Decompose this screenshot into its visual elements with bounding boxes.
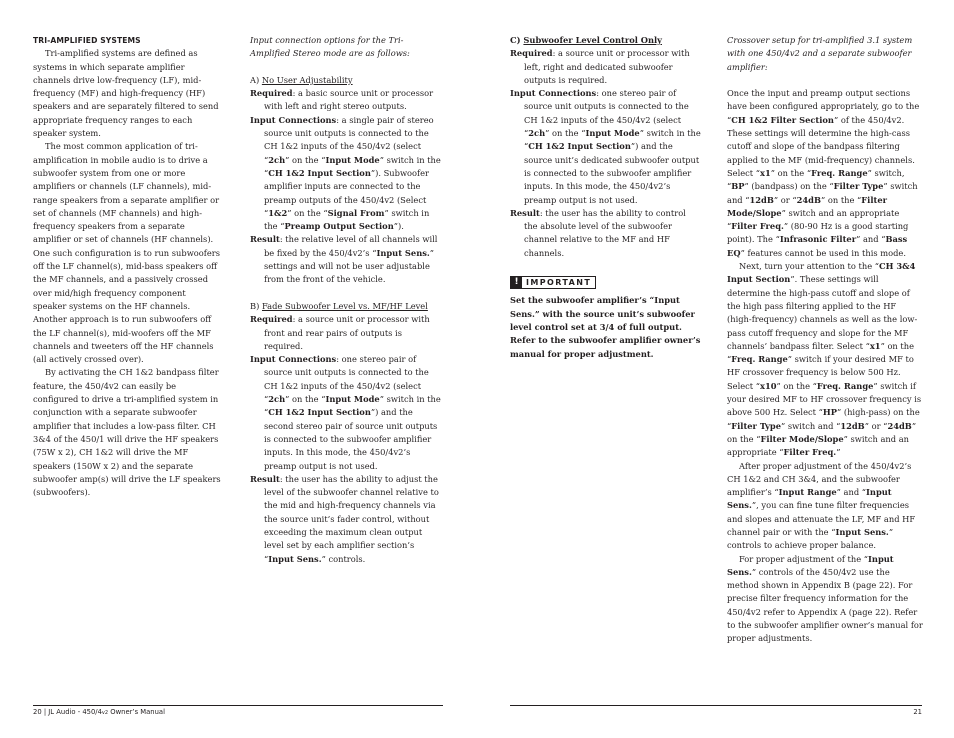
option-c-result	[510, 207, 702, 260]
paragraph: By activating the CH 1&2 bandpass filter feature, the 450/4v2 can easily be configured to drive a tri-amplified system in conjunction with a separate subwoofer amplifier that includes a low-pass filter. CH 3&4 of the 450/1 will drive the HF speakers (75W x 2), CH 1&2 will drive the MF speakers (150W x 2) and the separate subwoofer amp(s) will drive the LF speakers (subwoofers).	[33, 367, 221, 498]
footer-title-end: Owner’s Manual	[108, 708, 165, 716]
paragraph: Tri-amplified systems are defined as systems in which separate amplifier channels drive low-frequency (LF), mid-frequency (MF) and high-frequency (HF) speakers and are separately filtered to send appropriate frequency ranges to each speaker system.	[33, 48, 219, 139]
text: Input Mode	[325, 394, 380, 405]
required-text: : a basic source unit or processor with left and right stereo outputs.	[264, 88, 434, 112]
text: After proper adjustment of the 450/4v2’s CH 1&2 and CH 3&4, and the subwoofer amplifier’s “	[727, 460, 912, 498]
intro-text: Crossover setup for tri-amplified 3.1 system with one 450/4v2 and a separate subwoofer amplifier:	[727, 35, 913, 72]
text: ” features cannot be used in this mode.	[740, 247, 906, 258]
text: Filter Freq.	[783, 447, 837, 458]
text: ” on the “	[776, 380, 817, 391]
text: CH 3&4 Input Section	[727, 261, 916, 285]
column-2	[250, 34, 442, 566]
text: ” switch in the “	[264, 154, 441, 178]
text: ” controls of the 450/4v2 use the method shown in Appendix B (page 22). For precise filter frequency information for the 450/4v2 refer to Appendix A (page 22). Refer to the subwoofer amplifier owner’s manual for proper adjustments.	[727, 566, 923, 644]
option-a-required	[250, 87, 442, 114]
text: HP	[822, 407, 837, 418]
footer-left	[33, 708, 165, 716]
text: ” switch and “	[727, 181, 918, 205]
footer-title-sub: v2	[101, 710, 109, 716]
text: ” on the “	[770, 167, 812, 178]
text: ”, you can fine tune filter frequencies and slopes and attenuate the LF, MF and HF channel pair or with the “	[727, 500, 916, 537]
option-c-input-connections	[510, 87, 702, 207]
text: ”) and the source unit’s dedicated subwoofer output is connected to the subwoofer amplifier inputs. In this mode, the 450/4v2’s preamp output is not used.	[524, 141, 700, 205]
required-label: Required	[510, 48, 553, 59]
text: x1	[869, 340, 881, 351]
text: Infrasonic Filter	[779, 234, 857, 245]
section-heading: TRI-AMPLIFIED SYSTEMS	[33, 36, 141, 45]
option-b-required	[250, 313, 442, 353]
text: CH 1&2 Input Section	[268, 407, 371, 418]
text: Filter Mode/Slope	[727, 194, 887, 218]
text: : the user has the ability to control the absolute level of the subwoofer channel relative to the MF and HF channels.	[524, 207, 686, 258]
text: Next, turn your attention to the “	[739, 261, 879, 272]
text: ” on the “	[285, 154, 326, 165]
text: ” and “	[836, 487, 867, 498]
option-label: B)	[250, 300, 260, 311]
option-a-result	[250, 233, 442, 286]
text: ” of the 450/4v2. These settings will determine the high-cass cutoff and slope of the bandpass filtering applied to the MF (mid-frequency) channels. Select “	[727, 114, 915, 178]
text: Bass EQ	[727, 234, 908, 258]
text: ” settings and will not be user adjustable from the front of the vehicle.	[264, 247, 435, 285]
text: 12dB	[840, 420, 865, 431]
text: Filter Type	[833, 181, 884, 192]
page-number: 21	[913, 708, 922, 716]
text: Input Range	[778, 487, 837, 498]
result-label: Result	[250, 234, 280, 245]
option-b-input-connections	[250, 353, 442, 473]
text: Preamp Output Section	[284, 221, 394, 232]
text: Freq. Range	[811, 167, 868, 178]
required-label: Required	[250, 88, 293, 99]
input-connections-label: Input Connections	[250, 114, 337, 125]
text: ” (80-90 Hz is a good starting point). The “	[727, 221, 909, 245]
footer-right	[913, 708, 922, 716]
text: 2ch	[268, 154, 286, 165]
text: : one stereo pair of source unit outputs is connected to the CH 1&2 inputs of the 450/4v2 (select “	[264, 354, 429, 405]
text: ” on the “	[287, 207, 328, 218]
column-1	[33, 34, 221, 499]
paragraph	[727, 260, 923, 459]
option-c-required	[510, 47, 702, 87]
text: ” switch in the “	[264, 394, 441, 418]
option-c-title	[510, 34, 702, 47]
text: ” (bandpass) on the “	[744, 181, 834, 192]
text: CH 1&2 Filter Section	[731, 114, 834, 125]
option-a-input-connections	[250, 114, 442, 234]
text: Freq. Range	[731, 354, 788, 365]
text: Freq. Range	[816, 380, 874, 391]
text: ” switch and an appropriate “	[727, 207, 900, 232]
intro-text: Input connection options for the Tri-Amplified Stereo mode are as follows:	[250, 35, 410, 59]
text: 12dB	[749, 194, 774, 205]
text: For proper adjustment of the “	[739, 553, 869, 564]
important-badge	[510, 276, 596, 289]
text: Input Mode	[585, 128, 640, 139]
text: : the relative level of all channels will be fixed by the 450/4v2’s “	[264, 234, 438, 258]
text: ” switch, “	[727, 167, 905, 192]
text: Input Sens.	[727, 553, 894, 577]
footer-title: JL Audio - 450/4	[48, 708, 102, 716]
option-title: Fade Subwoofer Level vs. MF/HF Level	[261, 300, 428, 311]
text: ”) and the second stereo pair of source unit outputs is connected to the subwoofer amplifier inputs. In this mode, the 450/4v2’s preamp output is not used.	[264, 407, 438, 471]
option-a-title	[250, 74, 442, 87]
text: ”).	[393, 221, 404, 232]
text: 1&2	[268, 207, 288, 218]
input-connections-label: Input Connections	[250, 354, 337, 365]
text: ” controls.	[321, 553, 366, 564]
text: ” switch and an appropriate “	[727, 433, 909, 458]
result-label: Result	[510, 207, 540, 218]
option-title: No User Adjustability	[261, 74, 353, 85]
text: Input Sens.	[835, 526, 889, 537]
page-number: 20	[33, 708, 42, 716]
paragraph: The most common application of tri-amplification in mobile audio is to drive a subwoofer system from one or more amplifiers or channels (LF channels), mid-range speakers from a separate amplifier or set of channels (MF channels) and high-frequency speakers from a separate amplifier or set of channels (HF channels). One such configuration is to run subwoofers off the LF channel(s), mid-bass speakers off the MF channels, and a passively crossed over mid/high frequency component speaker systems on the HF channels. Another approach is to run subwoofers off the LF channel(s), mid-woofers off the MF channels and tweeters off the HF channels (all actively crossed over).	[33, 141, 220, 365]
paragraph	[727, 460, 923, 553]
required-text: : a source unit or processor with front and rear pairs of outputs is required.	[264, 314, 430, 351]
text: ” controls to achieve proper balance.	[727, 526, 894, 551]
text: 24dB	[796, 194, 821, 205]
text: x10	[760, 380, 777, 391]
text: Filter Freq.	[731, 221, 784, 232]
text: : one stereo pair of source unit outputs is connected to the CH 1&2 inputs of the 450/4v2 (select “	[524, 88, 689, 139]
important-text: Set the subwoofer amplifier’s “Input Sens.” with the source unit’s subwoofer level control set at 3/4 of full output. Refer to the subwoofer amplifier owner’s manual for proper adjustment.	[510, 295, 701, 359]
text: ” on the “	[727, 340, 915, 365]
text: BP	[731, 181, 745, 192]
text: Input Sens.	[268, 553, 322, 564]
footer-rule-left	[33, 705, 443, 706]
text: Once the input and preamp output sections have been configured appropriately, go to the “	[727, 88, 920, 125]
paragraph	[727, 87, 923, 260]
text: Input Mode	[325, 154, 380, 165]
text: ” and “	[856, 234, 886, 245]
text: ” on the “	[820, 194, 862, 205]
text: CH 1&2 Input Section	[268, 167, 371, 178]
required-text: : a source unit or processor with left, right and dedicated subwoofer outputs is required.	[524, 48, 690, 85]
option-b-title	[250, 300, 442, 313]
paragraph	[727, 553, 923, 646]
result-label: Result	[250, 473, 280, 484]
warning-icon: !	[511, 277, 522, 288]
text: ” on the “	[545, 128, 586, 139]
text: ”). Subwoofer amplifier inputs are connected to the preamp outputs of the 450/4v2 (Select “	[264, 167, 429, 218]
column-3	[510, 34, 702, 361]
text: ” on the “	[727, 420, 917, 444]
text: 2ch	[268, 394, 286, 405]
text: ” switch if your desired MF to HF crossover frequency is above 500 Hz. Select “	[727, 380, 922, 418]
input-connections-label: Input Connections	[510, 88, 597, 99]
text: ” or “	[773, 194, 797, 205]
text: 2ch	[528, 128, 546, 139]
text: Input Sens.	[727, 487, 892, 511]
text: ” or “	[864, 420, 888, 431]
text: ” (high-pass) on the “	[727, 407, 920, 431]
footer-rule-right	[510, 705, 922, 706]
text: Signal From	[327, 207, 385, 218]
required-label: Required	[250, 314, 293, 325]
text: ”	[836, 447, 841, 458]
text: : the user has the ability to adjust the level of the subwoofer channel relative to the mid and high-frequency channels via the source unit’s fader control, without exceeding the maximum clean output level set by each amplifier section’s “	[264, 473, 439, 564]
text: Filter Type	[731, 420, 781, 431]
column-4	[727, 34, 923, 646]
option-b-result	[250, 473, 442, 566]
text: ” switch in the “	[524, 128, 701, 152]
text: 24dB	[887, 420, 912, 431]
text: Filter Mode/Slope	[760, 433, 844, 444]
text: : a single pair of stereo source unit outputs is connected to the CH 1&2 inputs of the 450/4v2 (select “	[264, 114, 434, 165]
option-label: C)	[510, 35, 521, 45]
important-label: IMPORTANT	[526, 278, 592, 288]
text: ” switch and “	[780, 420, 841, 431]
text: ” switch if your desired MF to HF crossover frequency is below 500 Hz. Select “	[727, 354, 914, 391]
text: CH 1&2 Input Section	[528, 141, 631, 152]
text: ”. These settings will determine the high-pass cutoff and slope of the high pass filtering applied to the HF (high-frequency) channels as well as the low-pass cutoff frequency and slope for the MF channels’ bandpass filter. Select “	[727, 274, 918, 351]
text: x1	[760, 167, 771, 178]
option-label: A)	[250, 74, 260, 85]
option-title: Subwoofer Level Control Only	[523, 35, 662, 45]
text: Input Sens.	[376, 247, 430, 258]
text: ” on the “	[285, 394, 326, 405]
text: ” switch in the “	[264, 207, 430, 232]
separator: |	[41, 708, 49, 716]
